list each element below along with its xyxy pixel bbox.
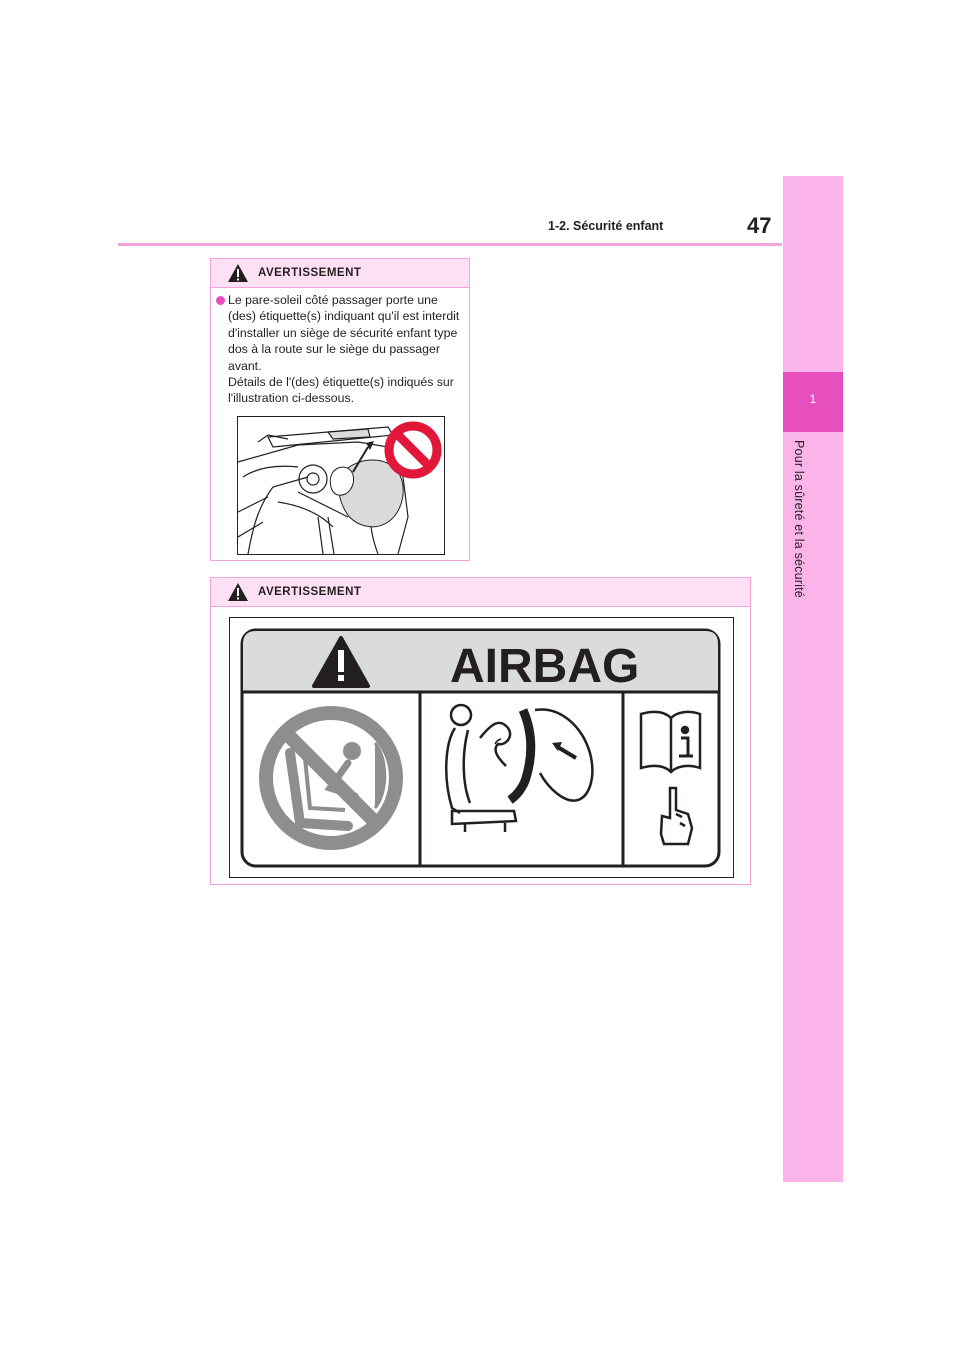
sun-visor-illustration [237,416,445,555]
warning-label: AVERTISSEMENT [258,267,362,279]
page-number: 47 [747,213,772,238]
warning-box-1 [210,258,470,561]
warning-label: AVERTISSEMENT [258,586,362,598]
section-title: 1-2. Sécurité enfant [548,219,664,233]
dashboard-line-drawing [238,417,444,554]
header-divider [118,243,782,246]
airbag-label-illustration [229,617,734,878]
chapter-number-box [783,372,843,432]
chapter-side-tab [783,176,843,1182]
warning-triangle-icon [227,582,249,602]
bullet-text-detail: Détails de l'(des) étiquette(s) indiqués sur l'illustration ci-dessous. [228,375,454,406]
warning-triangle-icon [227,263,249,283]
warning-header [211,578,750,607]
warning-header [211,259,469,288]
bullet-text [228,292,460,407]
bullet-icon [216,296,225,305]
prohibition-icon [389,426,437,474]
chapter-title: Pour la sûreté et la sécurité [792,440,806,598]
warning-box-2 [210,577,751,885]
airbag-title: AIRBAG [450,640,640,693]
chapter-number: 1 [809,392,817,406]
bullet-text-main: Le pare-soleil côté passager porte une (des) étiquette(s) indiquant qu'il est interdit d'installer un siège de sécurité enfant type dos à la route sur le siège du passager avant. [228,293,460,373]
